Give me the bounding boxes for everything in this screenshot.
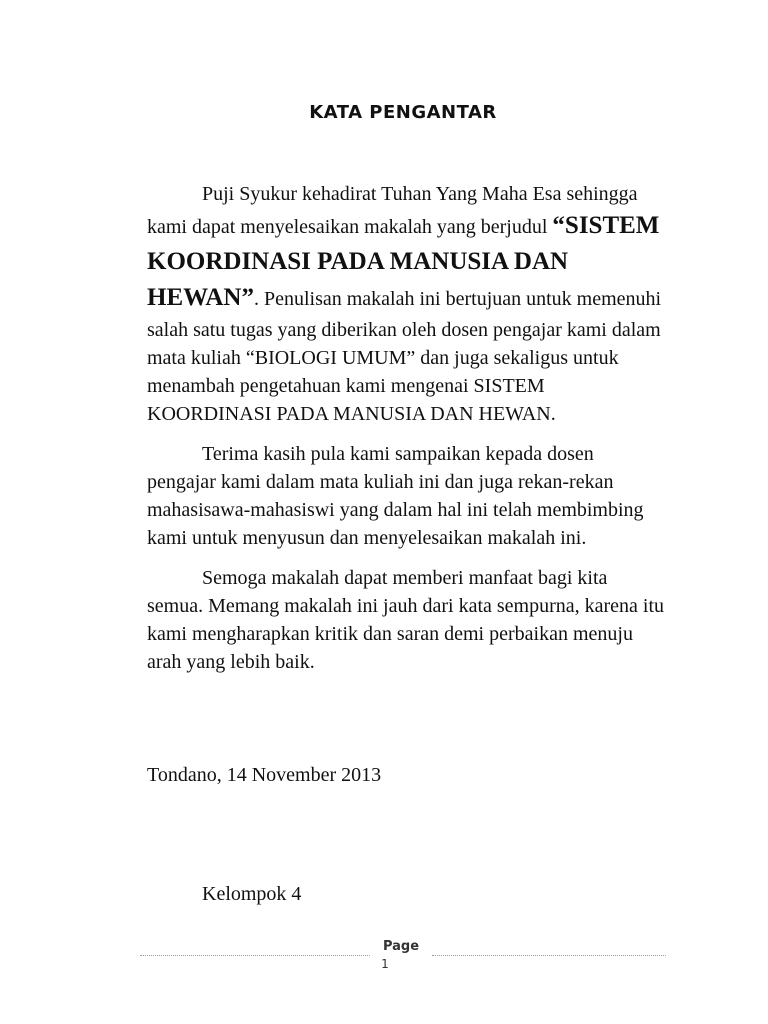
paragraph-1 [147, 180, 667, 428]
paragraph-1-intro: Puji Syukur kehadirat Tuhan Yang Maha Esa sehingga kami dapat menyelesaikan makalah yang berjudul [147, 183, 638, 238]
paragraph-3: Semoga makalah dapat memberi manfaat bagi kita semua. Memang makalah ini jauh dari kata sempurna, karena itu kami mengharapkan kritik dan saran demi perbaikan menuju arah yang lebih baik. [147, 567, 665, 673]
page-title: KATA PENGANTAR [309, 102, 497, 123]
place-date: Tondano, 14 November 2013 [147, 764, 382, 786]
paper-title: “SISTEM KOORDINASI PADA MANUSIA DAN HEWAN” [147, 212, 660, 311]
page-number: 1 [381, 957, 389, 971]
signer: Kelompok 4 [202, 883, 302, 905]
page-label: Page [382, 939, 420, 954]
footer-divider-left [140, 955, 370, 956]
footer-divider-right [432, 955, 666, 956]
body-text [147, 180, 667, 688]
paragraph-2: Terima kasih pula kami sampaikan kepada dosen pengajar kami dalam mata kuliah ini dan juga rekan-rekan mahasisawa-mahasiswi yang dalam hal ini telah membimbing kami untuk menyusun dan menyelesaikan makalah ini. [147, 443, 644, 549]
paragraph-1-rest: . Penulisan makalah ini bertujuan untuk memenuhi salah satu tugas yang diberikan oleh dosen pengajar kami dalam mata kuliah “BIOLOGI UMUM” dan juga sekaligus untuk menambah pengetahuan kami mengenai SISTEM KOORDINASI PADA MANUSIA DAN HEWAN. [147, 288, 662, 425]
